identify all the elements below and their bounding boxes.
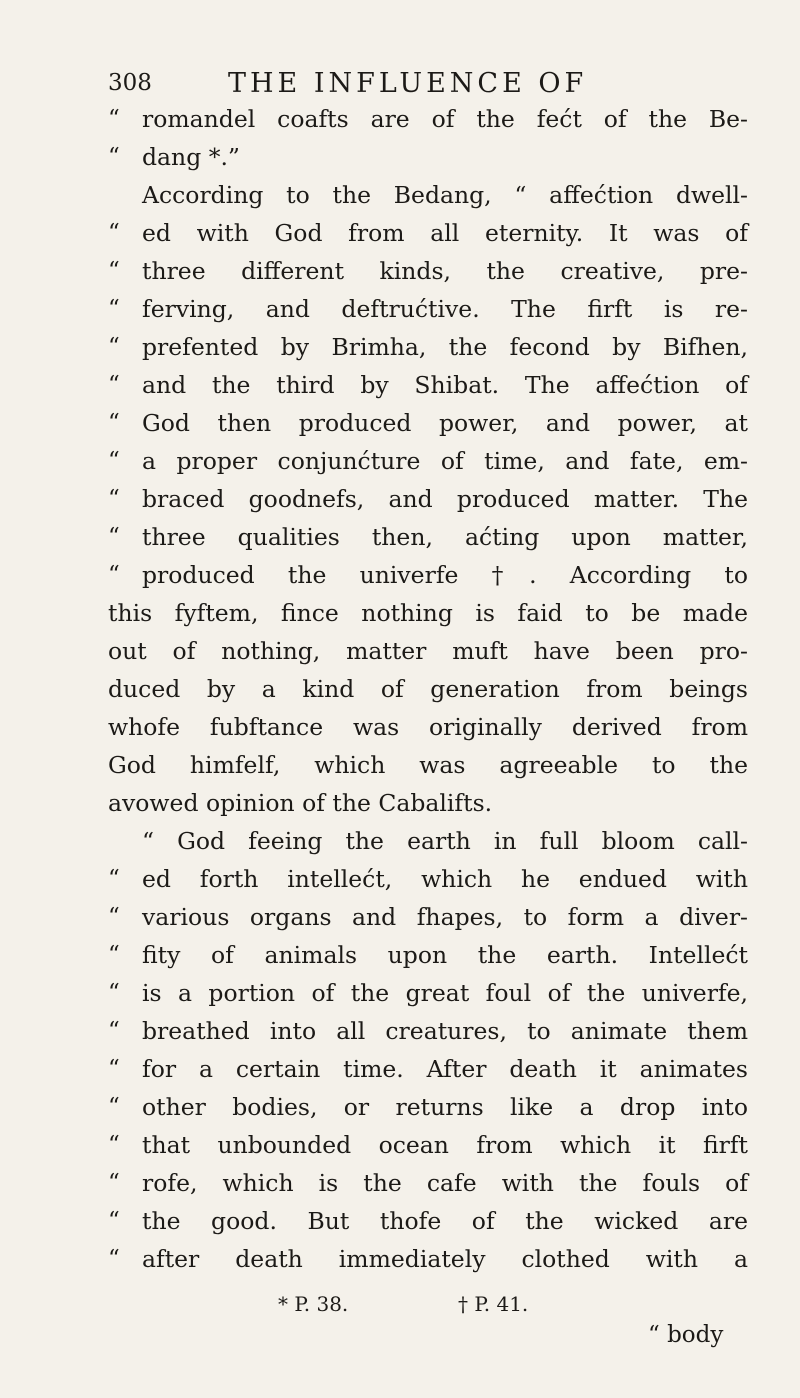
line-text: braced goodnefs, and produced matter. The [142, 485, 748, 513]
text-line [108, 328, 748, 366]
text-line [108, 1126, 748, 1164]
text-line [108, 176, 748, 214]
line-text: is a portion of the great foul of the univerfe, [142, 979, 748, 1007]
line-text: prefented by Brimha, the fecond by Bifhen, [142, 333, 748, 361]
quote-mark: “ [108, 258, 120, 284]
text-line [108, 1088, 748, 1126]
line-text: a proper conjunćture of time, and fate, em- [142, 447, 748, 475]
line-text: According to the Bedang, “ affećtion dwell- [142, 181, 748, 209]
line-text: and the third by Shibat. The affećtion of [142, 371, 748, 399]
line-text: various organs and fhapes, to form a diver- [142, 903, 748, 931]
line-text: breathed into all creatures, to animate them [142, 1017, 748, 1045]
quote-mark: “ [108, 1018, 120, 1044]
text-line [108, 1202, 748, 1240]
text-line [108, 632, 748, 670]
quote-mark: “ [108, 904, 120, 930]
line-text: that unbounded ocean from which it firft [142, 1131, 748, 1159]
quote-mark: “ [108, 1094, 120, 1120]
text-line [108, 974, 748, 1012]
body-text-block [108, 100, 748, 1278]
text-line [108, 138, 748, 176]
quote-mark: “ [108, 296, 120, 322]
text-line [108, 1240, 748, 1278]
line-text: other bodies, or returns like a drop into [142, 1093, 748, 1121]
quote-mark: “ [108, 372, 120, 398]
quote-mark: “ [108, 106, 120, 132]
text-line [108, 290, 748, 328]
quote-mark: “ [108, 562, 120, 588]
page-number: 308 [108, 70, 152, 96]
quote-mark: “ [108, 410, 120, 436]
line-text: “ God feeing the earth in full bloom call- [142, 827, 748, 855]
line-text: out of nothing, matter muft have been pro- [108, 637, 748, 665]
line-text: God himfelf, which was agreeable to the [108, 751, 748, 779]
text-line [108, 594, 748, 632]
text-line [108, 898, 748, 936]
line-text: duced by a kind of generation from beings [108, 675, 748, 703]
text-line [108, 518, 748, 556]
quote-mark: “ [108, 1132, 120, 1158]
line-text: romandel coafts are of the fećt of the Be- [142, 105, 748, 133]
text-line [108, 1012, 748, 1050]
quote-mark: “ [108, 486, 120, 512]
line-text: produced the univerfe †. According to [142, 561, 748, 589]
text-line [108, 784, 748, 822]
quote-mark: “ [108, 1208, 120, 1234]
text-line [108, 670, 748, 708]
line-text: rofe, which is the cafe with the fouls of [142, 1169, 748, 1197]
text-line [108, 442, 748, 480]
page-header [108, 68, 748, 104]
text-line [108, 936, 748, 974]
text-line [108, 746, 748, 784]
text-line [108, 252, 748, 290]
line-text: three different kinds, the creative, pre- [142, 257, 748, 285]
text-line [108, 708, 748, 746]
footnote-2: † P. 41. [458, 1292, 529, 1316]
running-head: THE INFLUENCE OF [228, 68, 588, 99]
text-line [108, 100, 748, 138]
quote-mark: “ [108, 144, 120, 170]
quote-mark: “ [108, 942, 120, 968]
quote-mark: “ [108, 448, 120, 474]
text-line [108, 404, 748, 442]
text-line [108, 214, 748, 252]
line-text: ed with God from all eternity. It was of [142, 219, 748, 247]
text-line [108, 822, 748, 860]
line-text: for a certain time. After death it animates [142, 1055, 748, 1083]
line-text: the good. But thofe of the wicked are [142, 1207, 748, 1235]
line-text: ferving, and deftrućtive. The firft is re- [142, 295, 748, 323]
catchword: “ body [648, 1322, 724, 1348]
quote-mark: “ [108, 524, 120, 550]
quote-mark: “ [108, 1056, 120, 1082]
footnote-1: * P. 38. [278, 1292, 349, 1316]
line-text: fity of animals upon the earth. Intellećt [142, 941, 748, 969]
line-text: after death immediately clothed with a [142, 1245, 748, 1273]
quote-mark: “ [108, 1246, 120, 1272]
line-text: this fyftem, fince nothing is faid to be made [108, 599, 748, 627]
text-line [108, 1164, 748, 1202]
line-text: whofe fubftance was originally derived from [108, 713, 748, 741]
quote-mark: “ [108, 1170, 120, 1196]
line-text: God then produced power, and power, at [142, 409, 748, 437]
quote-mark: “ [108, 866, 120, 892]
text-line [108, 556, 748, 594]
line-text: three qualities then, aćting upon matter, [142, 523, 748, 551]
line-text: avowed opinion of the Cabalifts. [108, 789, 493, 817]
line-text: dang *.” [142, 143, 240, 171]
quote-mark: “ [108, 220, 120, 246]
text-line [108, 366, 748, 404]
line-text: ed forth intellećt, which he endued with [142, 865, 748, 893]
quote-mark: “ [108, 334, 120, 360]
text-line [108, 1050, 748, 1088]
quote-mark: “ [108, 980, 120, 1006]
text-line [108, 480, 748, 518]
text-line [108, 860, 748, 898]
